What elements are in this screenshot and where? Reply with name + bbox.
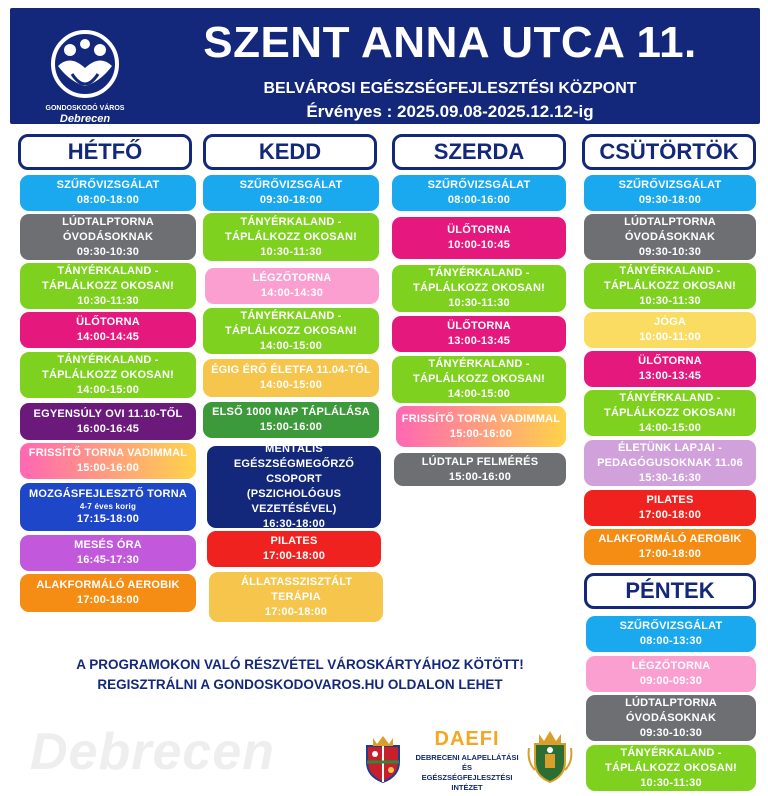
schedule-card xyxy=(203,175,379,211)
card-title: TÁNYÉRKALAND - TÁPLÁLKOZZ OKOSAN! xyxy=(42,264,174,292)
schedule-card xyxy=(203,308,379,354)
card-time: 16:30-18:00 xyxy=(262,518,326,530)
card-time: 16:45-17:30 xyxy=(76,554,140,566)
schedule-card xyxy=(584,529,756,565)
schedule-card xyxy=(203,402,379,438)
card-title: ALAKFORMÁLÓ AEROBIK xyxy=(36,579,180,591)
schedule-card xyxy=(584,263,756,309)
header-banner xyxy=(10,8,760,124)
card-title: TÁNYÉRKALAND - TÁPLÁLKOZZ OKOSAN! xyxy=(413,358,545,385)
card-title: LÚDTALPTORNA ÓVODÁSOKNAK xyxy=(625,696,717,724)
schedule-card xyxy=(20,483,196,531)
validity-period: Érvényes : 2025.09.08-2025.12.12-ig xyxy=(306,102,594,121)
card-title: ELSŐ 1000 NAP TÁPLÁLÁSA xyxy=(212,406,370,418)
card-time: 17:00-18:00 xyxy=(264,605,328,618)
schedule-card xyxy=(586,656,756,692)
card-title: LÉGZŐTORNA xyxy=(631,660,711,672)
page-subtitle: BELVÁROSI EGÉSZSÉGFEJLESZTÉSI KÖZPONT xyxy=(263,80,637,97)
logo-text-top: GONDOSKODÓ VÁROS xyxy=(45,105,125,112)
debrecen-coat-of-arms-icon xyxy=(525,728,575,784)
card-time: 17:00-18:00 xyxy=(262,550,326,562)
daefi-institute-line-1: DEBRECENI ALAPELLÁTÁSI ÉS xyxy=(415,753,519,772)
day-header-monday: HÉTFŐ xyxy=(18,134,192,170)
schedule-card xyxy=(392,265,566,312)
schedule-card xyxy=(392,316,566,352)
card-time: 14:00-15:00 xyxy=(638,421,702,434)
schedule-card xyxy=(392,217,566,259)
card-title: JÓGA xyxy=(654,316,686,328)
card-time: 10:30-11:30 xyxy=(640,776,702,789)
day-header-wednesday: SZERDA xyxy=(392,134,566,170)
schedule-card xyxy=(203,359,379,397)
schedule-card xyxy=(584,312,756,348)
card-title: SZŰRŐVIZSGÁLAT xyxy=(619,620,723,632)
card-title: TÁNYÉRKALAND - TÁPLÁLKOZZ OKOSAN! xyxy=(225,215,357,243)
card-time: 09:30-10:30 xyxy=(76,245,140,258)
schedule-card xyxy=(207,443,381,530)
schedule-card xyxy=(584,390,756,436)
card-time: 14:00-14:30 xyxy=(260,287,324,299)
card-time: 10:00-11:00 xyxy=(639,331,701,343)
card-title: SZŰRŐVIZSGÁLAT xyxy=(239,179,343,191)
card-title: SZŰRŐVIZSGÁLAT xyxy=(618,179,722,191)
card-time: 16:00-16:45 xyxy=(76,422,140,435)
card-time: 15:00-16:00 xyxy=(76,462,140,474)
card-time: 17:15-18:00 xyxy=(76,513,140,525)
card-title: TÁNYÉRKALAND - TÁPLÁLKOZZ OKOSAN! xyxy=(604,391,736,419)
schedule-card xyxy=(394,453,566,486)
card-time: 10:30-11:30 xyxy=(639,294,701,307)
card-time: 15:00-16:00 xyxy=(448,470,512,483)
card-title: LÚDTALPTORNA ÓVODÁSOKNAK xyxy=(624,215,716,243)
card-time: 10:00-10:45 xyxy=(447,239,511,251)
card-time: 08:00-13:30 xyxy=(639,635,703,647)
card-time: 17:00-18:00 xyxy=(638,509,702,521)
card-title: TÁNYÉRKALAND - TÁPLÁLKOZZ OKOSAN! xyxy=(413,267,545,294)
notice-line-1: A PROGRAMOKON VALÓ RÉSZVÉTEL VÁROSKÁRTYÁHOZ KÖTÖTT! xyxy=(76,657,524,672)
card-time: 09:30-10:30 xyxy=(638,245,702,258)
card-title: TÁNYÉRKALAND - TÁPLÁLKOZZ OKOSAN! xyxy=(605,746,737,774)
card-note: 4-7 éves korig xyxy=(79,502,137,511)
card-time: 10:30-11:30 xyxy=(77,294,139,307)
daefi-logo xyxy=(412,728,522,793)
schedule-card xyxy=(584,351,756,387)
day-header-thursday: CSÜTÖRTÖK xyxy=(582,134,756,170)
hajdu-bihar-coat-of-arms-icon xyxy=(359,732,407,784)
card-title: LÉGZŐTORNA xyxy=(252,272,332,284)
card-time: 14:00-14:45 xyxy=(76,331,140,343)
daefi-institute-line-2: EGÉSZSÉGFEJLESZTÉSI INTÉZET xyxy=(421,773,513,792)
schedule-card xyxy=(20,214,196,260)
card-title: MENTÁLIS EGÉSZSÉGMEGŐRZŐ CSOPORT (PSZICHOLÓGUS VEZETÉSÉVEL) xyxy=(233,443,355,515)
card-time: 14:00-15:00 xyxy=(447,388,511,400)
card-time: 13:00-13:45 xyxy=(638,370,702,382)
schedule-card xyxy=(20,403,196,440)
card-title: MOZGÁSFEJLESZTŐ TORNA xyxy=(28,488,187,500)
card-title: SZŰRŐVIZSGÁLAT xyxy=(56,179,160,191)
schedule-card xyxy=(584,214,756,260)
schedule-card xyxy=(20,352,196,398)
card-time: 17:00-18:00 xyxy=(638,548,702,560)
schedule-card xyxy=(20,535,196,571)
schedule-card xyxy=(20,312,196,348)
schedule-card xyxy=(20,574,196,612)
card-time: 08:00-16:00 xyxy=(447,194,511,206)
card-time: 14:00-15:00 xyxy=(259,339,323,352)
card-title: ALAKFORMÁLÓ AEROBIK xyxy=(598,533,742,545)
card-title: TÁNYÉRKALAND - TÁPLÁLKOZZ OKOSAN! xyxy=(604,264,736,292)
schedule-card xyxy=(584,490,756,526)
schedule-card xyxy=(396,406,566,447)
registration-notice xyxy=(30,655,570,695)
gondoskodo-varos-logo xyxy=(30,24,140,128)
card-title: TÁNYÉRKALAND - TÁPLÁLKOZZ OKOSAN! xyxy=(42,353,174,381)
card-title: ÜLŐTORNA xyxy=(638,355,702,367)
schedule-card xyxy=(203,213,379,261)
card-time: 09:30-18:00 xyxy=(638,194,702,206)
card-title: PILATES xyxy=(270,535,318,547)
schedule-card xyxy=(584,440,756,486)
card-title: ÉLETÜNK LAPJAI - PEDAGÓGUSOKNAK 11.06 xyxy=(597,441,743,469)
schedule-card xyxy=(20,263,196,309)
card-time: 15:00-16:00 xyxy=(259,421,323,433)
card-title: PILATES xyxy=(646,494,694,506)
schedule-card xyxy=(392,175,566,211)
card-time: 10:30-11:30 xyxy=(448,297,510,309)
schedule-card xyxy=(209,572,383,622)
schedule-card xyxy=(20,175,196,211)
notice-line-2: REGISZTRÁLNI A GONDOSKODOVAROS.HU OLDALON LEHET xyxy=(97,677,503,692)
card-time: 15:00-16:00 xyxy=(449,427,513,440)
card-title: LÚDTALPTORNA ÓVODÁSOKNAK xyxy=(62,215,154,243)
card-title: EGYENSÚLY OVI 11.10-TŐL xyxy=(33,407,183,420)
card-title: SZŰRŐVIZSGÁLAT xyxy=(427,179,531,191)
day-header-friday: PÉNTEK xyxy=(584,573,756,609)
card-title: ÁLLATASSZISZTÁLT TERÁPIA xyxy=(241,575,353,603)
debrecen-watermark: Debrecen xyxy=(30,723,275,781)
card-title: ÜLŐTORNA xyxy=(447,224,511,236)
card-time: 13:00-13:45 xyxy=(447,335,511,347)
card-title: LÚDTALP FELMÉRÉS xyxy=(421,455,539,468)
card-title: ÜLŐTORNA xyxy=(447,320,511,332)
card-time: 09:00-09:30 xyxy=(639,675,703,687)
card-time: 08:00-18:00 xyxy=(76,194,140,206)
schedule-card xyxy=(205,268,379,304)
page-title: SZENT ANNA UTCA 11. xyxy=(203,18,697,67)
card-time: 17:00-18:00 xyxy=(76,594,140,606)
schedule-card xyxy=(586,695,756,741)
schedule-card xyxy=(20,443,196,479)
card-title: FRISSÍTŐ TORNA VADIMMAL xyxy=(401,412,561,425)
schedule-card xyxy=(207,531,381,567)
card-time: 15:30-16:30 xyxy=(638,471,702,484)
schedule-card xyxy=(586,616,756,652)
card-title: ÉGIG ÉRŐ ÉLETFA 11.04-TŐL xyxy=(211,364,371,376)
card-time: 10:30-11:30 xyxy=(260,245,322,258)
card-title: TÁNYÉRKALAND - TÁPLÁLKOZZ OKOSAN! xyxy=(225,309,357,337)
card-time: 09:30-18:00 xyxy=(259,194,323,206)
daefi-name: DAEFI xyxy=(434,728,500,750)
logo-text-bottom: Debrecen xyxy=(59,113,111,125)
card-title: ÜLŐTORNA xyxy=(76,316,140,328)
schedule-card xyxy=(392,356,566,403)
card-time: 09:30-10:30 xyxy=(639,726,703,739)
schedule-card xyxy=(586,745,756,791)
schedule-card xyxy=(584,175,756,211)
card-title: MESÉS ÓRA xyxy=(74,539,142,551)
card-title: FRISSÍTŐ TORNA VADIMMAL xyxy=(28,447,188,459)
card-time: 14:00-15:00 xyxy=(259,379,323,391)
day-header-tuesday: KEDD xyxy=(203,134,377,170)
card-time: 14:00-15:00 xyxy=(76,383,140,396)
